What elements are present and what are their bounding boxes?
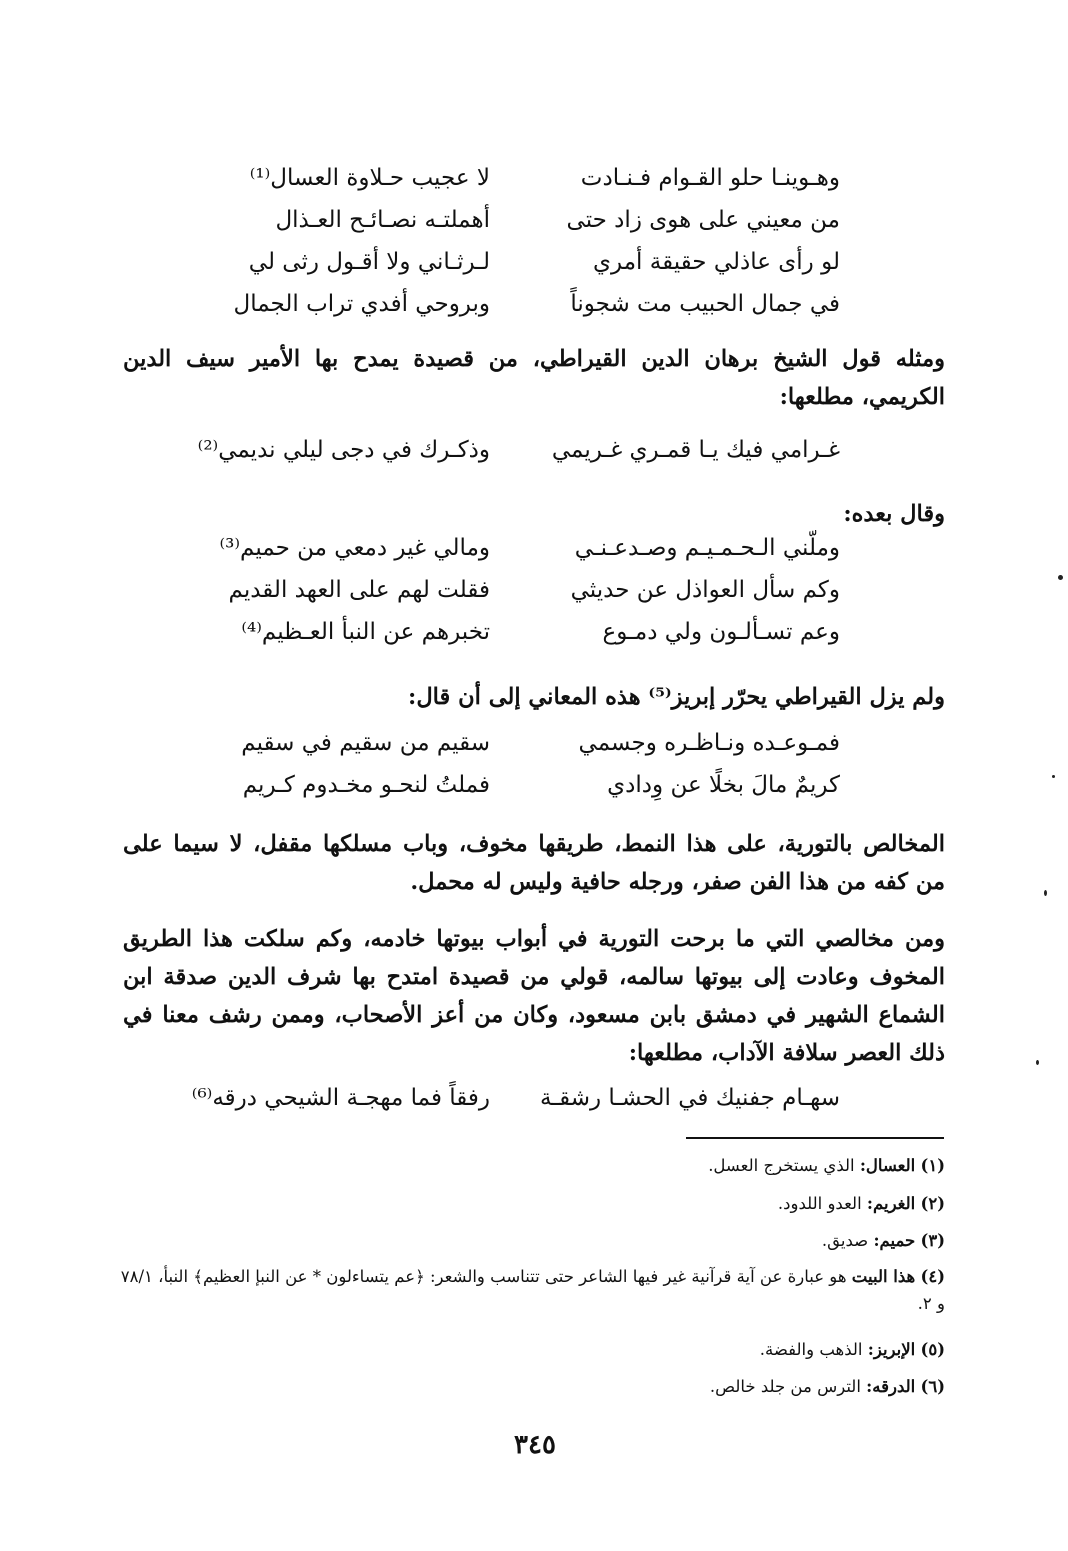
scan-speck xyxy=(1052,775,1055,778)
verse-line xyxy=(0,772,1068,812)
footnote-number: (٦) xyxy=(920,1377,945,1396)
scan-speck xyxy=(1036,1060,1039,1065)
verse-first-hemistich: غـرامي فيك يـا قمـري غـريمي xyxy=(551,437,840,463)
footnote xyxy=(115,1152,945,1179)
footnote-text: العدو اللدود. xyxy=(777,1194,862,1213)
scan-speck xyxy=(1058,575,1063,580)
verse-second-hemistich: تخبرهم عن النبأ العـظيم⁽⁴⁾ xyxy=(241,619,490,645)
verse-second-hemistich: لا عجيب حـلاوة العسال⁽¹⁾ xyxy=(249,165,490,191)
verse-first-hemistich: وعم تسـألـون ولي دمـوع xyxy=(602,619,840,645)
verse-first-hemistich: من معيني على هوى زاد حتى xyxy=(566,207,840,233)
verse-second-hemistich: فملتُ لنحـو مخـدوم كـريم xyxy=(242,772,490,798)
footnote-term: الغريم: xyxy=(866,1194,916,1213)
footnote xyxy=(115,1336,945,1363)
verse-second-hemistich: لـرثـاني ولا أقـول رثى لي xyxy=(248,249,490,275)
verse-line xyxy=(0,165,1068,205)
footnote-separator xyxy=(686,1137,944,1139)
paragraph-1: ومثله قول الشيخ برهان الدين القيراطي، من قصيدة يمدح بها الأمير سيف الدين الكريمي، مطلعها: xyxy=(123,346,945,410)
verse-first-hemistich: فمـوعـده ونـاظـره وجسمي xyxy=(578,730,840,756)
verse-line xyxy=(0,730,1068,770)
verse-second-hemistich: ومالي غير دمعي من حميم⁽³⁾ xyxy=(219,535,490,561)
footnote-number: (١) xyxy=(920,1156,945,1175)
page-number: ٣٤٥ xyxy=(514,1430,556,1460)
footnote-text: صديق. xyxy=(821,1231,869,1250)
paragraph-4: المخالص بالتورية، على هذا النمط، طريقها مخوف، وباب مسلكها مقفل، لا سيما على من كفه من هذا الفن صفر، ورجله حافية وليس له محمل. xyxy=(123,831,945,895)
verse-line xyxy=(0,1085,1068,1125)
verse-first-hemistich: وهـوينـا حلو القـوام فـنـادت xyxy=(580,165,840,191)
verse-first-hemistich: سهـام جفنيك في الحشـا رشقـة xyxy=(540,1085,840,1111)
verse-second-hemistich: وذكـرك في دجى ليلي نديمي⁽²⁾ xyxy=(197,437,490,463)
paragraph-5: ومن مخالصي التي ما برحت التورية في أبواب بيوتها خادمه، وكم سلكت هذا الطريق المخوف وعادت إلى بيوتها سالمه، قولي من قصيدة امتدح بها شرف الدين صدقة ابن الشماع الشهير في دمشق بابن مسعود، وكان من أعز الأصحاب، وممن رشف معنا في ذلك العصر سلافة الآداب، مطلعها: xyxy=(123,926,945,1066)
footnote xyxy=(115,1373,945,1400)
verse-second-hemistich: سقيم من سقيم في سقيم xyxy=(241,730,490,756)
verse-line xyxy=(0,577,1068,617)
footnote-term: حميم: xyxy=(873,1231,916,1250)
verse-first-hemistich: وكم سأل العواذل عن حديثي xyxy=(570,577,840,603)
footnote-term: العسال: xyxy=(859,1156,916,1175)
footnote xyxy=(115,1263,945,1317)
paragraph-2: وقال بعده: xyxy=(843,501,945,527)
footnote xyxy=(115,1190,945,1217)
verse-first-hemistich: في جمال الحبيب مت شجوناً xyxy=(570,291,840,317)
paragraph-3: ولم يزل القيراطي يحرّر إبريز⁽⁵⁾ هذه المعاني إلى أن قال: xyxy=(408,684,945,710)
footnote-term: الإبريز: xyxy=(867,1340,916,1359)
verse-second-hemistich: أهملتـه نصـائـح العـذال xyxy=(275,207,490,233)
verse-line xyxy=(0,207,1068,247)
footnote-number: (٢) xyxy=(920,1194,945,1213)
verse-line xyxy=(0,619,1068,659)
footnote-term: هذا البيت xyxy=(851,1267,916,1286)
verse-line xyxy=(0,291,1068,331)
verse-line xyxy=(0,437,1068,477)
footnote-text: الترس من جلد خالص. xyxy=(709,1377,861,1396)
verse-second-hemistich: وبروحي أفدي تراب الجمال xyxy=(233,291,490,317)
verse-second-hemistich: فقلت لهم على العهد القديم xyxy=(228,577,490,603)
footnote-text: الذي يستخرج العسل. xyxy=(708,1156,855,1175)
verse-line xyxy=(0,249,1068,289)
verse-second-hemistich: رفقاً فما مهجـة الشيحي درقه⁽⁶⁾ xyxy=(191,1085,490,1111)
verse-first-hemistich: وملّني الـحـمـيـم وصـدعـنـي xyxy=(574,535,840,561)
footnote-number: (٤) xyxy=(920,1267,945,1286)
footnote-number: (٥) xyxy=(920,1340,945,1359)
verse-first-hemistich: لو رأى عاذلي حقيقة أمري xyxy=(593,249,840,275)
verse-line xyxy=(0,535,1068,575)
verse-first-hemistich: كريمٌ مالَ بخلًا عن وِدادي xyxy=(607,772,840,798)
footnote-term: الدرقه: xyxy=(866,1377,916,1396)
footnote-text: الذهب والفضة. xyxy=(759,1340,863,1359)
scan-speck xyxy=(1044,890,1047,896)
footnote-number: (٣) xyxy=(920,1231,945,1250)
footnote xyxy=(115,1227,945,1254)
footnote-text: هو عبارة عن آية قرآنية غير فيها الشاعر حتى تتناسب والشعر: ﴿عم يتساءلون * عن النبإ العظيم﴾ النبأ، ٧٨/١ و ٢. xyxy=(120,1267,945,1313)
